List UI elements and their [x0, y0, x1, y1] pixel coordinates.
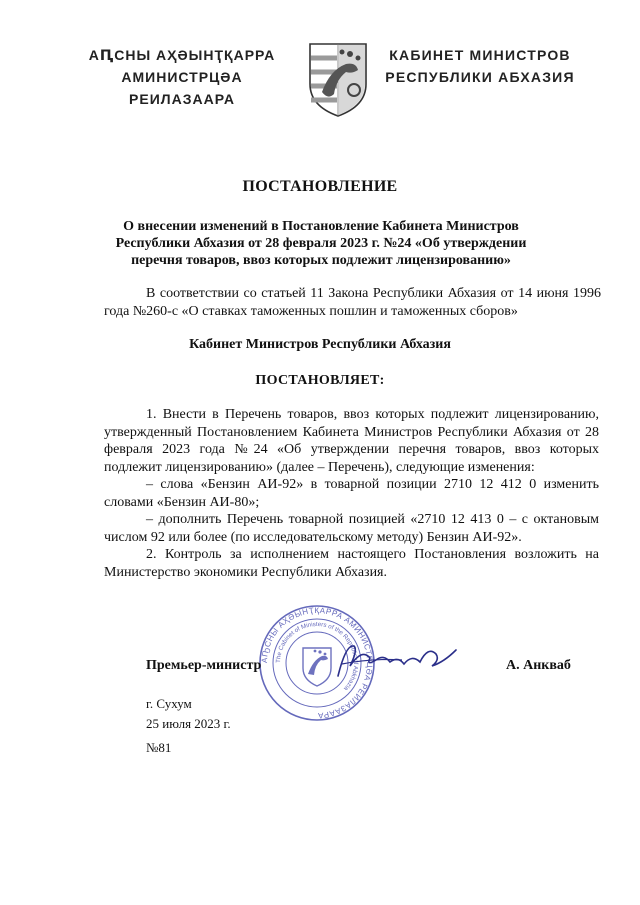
stamp-outer-text: АҦСНЫ АҲӘЫНҬҚАРРА АМИНИСТРЦӘА РЕИЛАЗААРА	[259, 605, 375, 721]
signatory-name: А. Анкваб	[506, 658, 571, 673]
issue-city: г. Сухум	[146, 696, 192, 711]
stamp-inner-text: The Cabinet of Ministers of the Republic of Abkhazia	[274, 620, 360, 692]
document-number: №81	[146, 740, 172, 755]
resolution-item-1a: – слова «Бензин АИ-92» в товарной позиции 2710 12 412 0 изменить словами «Бензин АИ-80»;	[104, 477, 599, 510]
signatory-position: Премьер-министр	[146, 658, 262, 673]
legal-basis: В соответствии со статьей 11 Закона Республики Абхазия от 14 июня 1996 года №260-с «О ставках таможенных пошлин и таможенных сборов»	[104, 286, 601, 319]
coat-of-arms-icon	[306, 40, 370, 118]
header-russian	[376, 44, 584, 88]
header-abkhaz-line1: АԤСНЫ АҲӘЫНҬҚАРРА	[88, 47, 276, 63]
header-abkhaz	[72, 44, 292, 110]
resolves-heading: ПОСТАНОВЛЯЕТ:	[255, 373, 385, 388]
issuer: Кабинет Министров Республики Абхазия	[189, 337, 451, 352]
document-title: ПОСТАНОВЛЕНИЕ	[242, 178, 398, 195]
issue-date: 25 июля 2023 г.	[146, 716, 231, 731]
document-subject: О внесении изменений в Постановление Кабинета Министров Республики Абхазия от 28 февраля 2023 г. №24 «Об утверждении перечня товаров, ввоз которых подлежит лицензированию»	[115, 219, 527, 268]
resolution-item-1: 1. Внести в Перечень товаров, ввоз которых подлежит лицензированию, утвержденный Постановлением Кабинета Министров Республики Абхазия от 28 февраля 2023 года №24 «Об утверждении перечня товаров, ввоз которых подлежит лицензированию» (далее – Перечень), следующие изменения:	[104, 407, 599, 475]
resolution-item-2: 2. Контроль за исполнением настоящего Постановления возложить на Министерство экономики Республики Абхазия.	[104, 547, 599, 580]
resolution-item-1b: – дополнить Перечень товарной позицией «2710 12 413 0 – с октановым числом 92 или более (по исследовательскому методу) Бензин АИ-92».	[104, 512, 599, 545]
handwritten-signature	[332, 636, 462, 684]
stamp-emblem-icon	[303, 648, 331, 686]
header-russian-line1: КАБИНЕТ МИНИСТРОВ	[389, 47, 571, 63]
header-russian-line2: РЕСПУБЛИКИ АБХАЗИЯ	[385, 69, 575, 85]
header-abkhaz-line2: АМИНИСТРЦӘА РЕИЛАЗААРА	[121, 69, 243, 107]
resolution-items	[104, 406, 599, 581]
